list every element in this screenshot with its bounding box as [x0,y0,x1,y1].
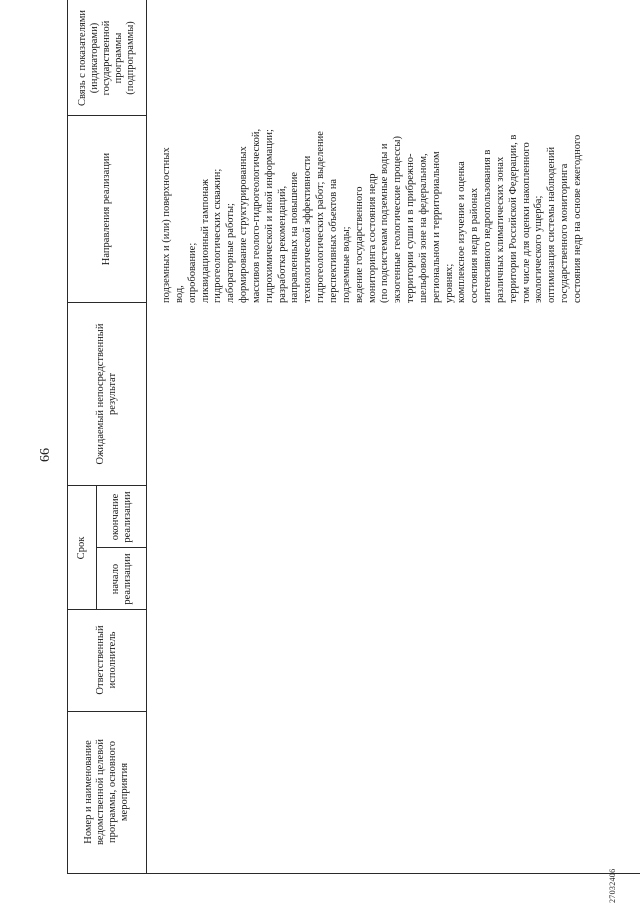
header-directions: Направления реализации [101,152,112,266]
header-executor: Ответственный исполнитель [95,625,118,695]
col-divider-4 [67,485,147,486]
header-bottom-border [146,0,147,874]
col-divider-2 [67,609,147,610]
table-top-border [67,0,68,874]
header-term-start: начало реализации [109,553,133,605]
col-divider-1 [67,711,147,712]
col-divider-3 [96,547,147,548]
term-subheader-border [96,486,97,610]
col-divider-6 [67,115,147,116]
header-term-end: окончание реализации [109,491,133,543]
header-program: Номер и наименование ведомственной целевой программы, основного мероприятия [83,739,130,845]
directions-cell-text: подземных и (или) поверхностных вод, опробование; ликвидационный тампонаж гидрогеологических скважин; лабораторные работы; формирование структурированных массивов геолого-гидрогеологической, гидрохимической и иной информации; разработка рекомендаций, направленных на повышение технологической эффективности гидрогеологических работ; выделение перспективных объектов на подземные воды; ведение государственного мониторинга состояния недр (по подсистемам подземные воды и экзогенные геологические процессы) территории суши и в прибрежно- шельфовой зоне на федеральном, региональном и территориальном уровнях; комплексное изучение и оценка состояния недр в районах интенсивного недропользования в различных климатических зонах территории Российской Федерации, в том числе для оценки накопленного экологического ущерба; оптимизация системы наблюдений государственного мониторинга состояния недр на основе ежегодного [161,128,583,303]
page-number: 66 [38,448,53,462]
header-result: Ожидаемый непосредственный результат [95,323,118,465]
col-divider-5 [67,302,147,303]
header-link: Связь с показателями (индикаторами) государственной программы (подпрограммы) [77,9,136,107]
header-term: Срок [75,536,87,560]
document-code: 27032406 [608,868,617,903]
table-left-border [67,873,640,874]
